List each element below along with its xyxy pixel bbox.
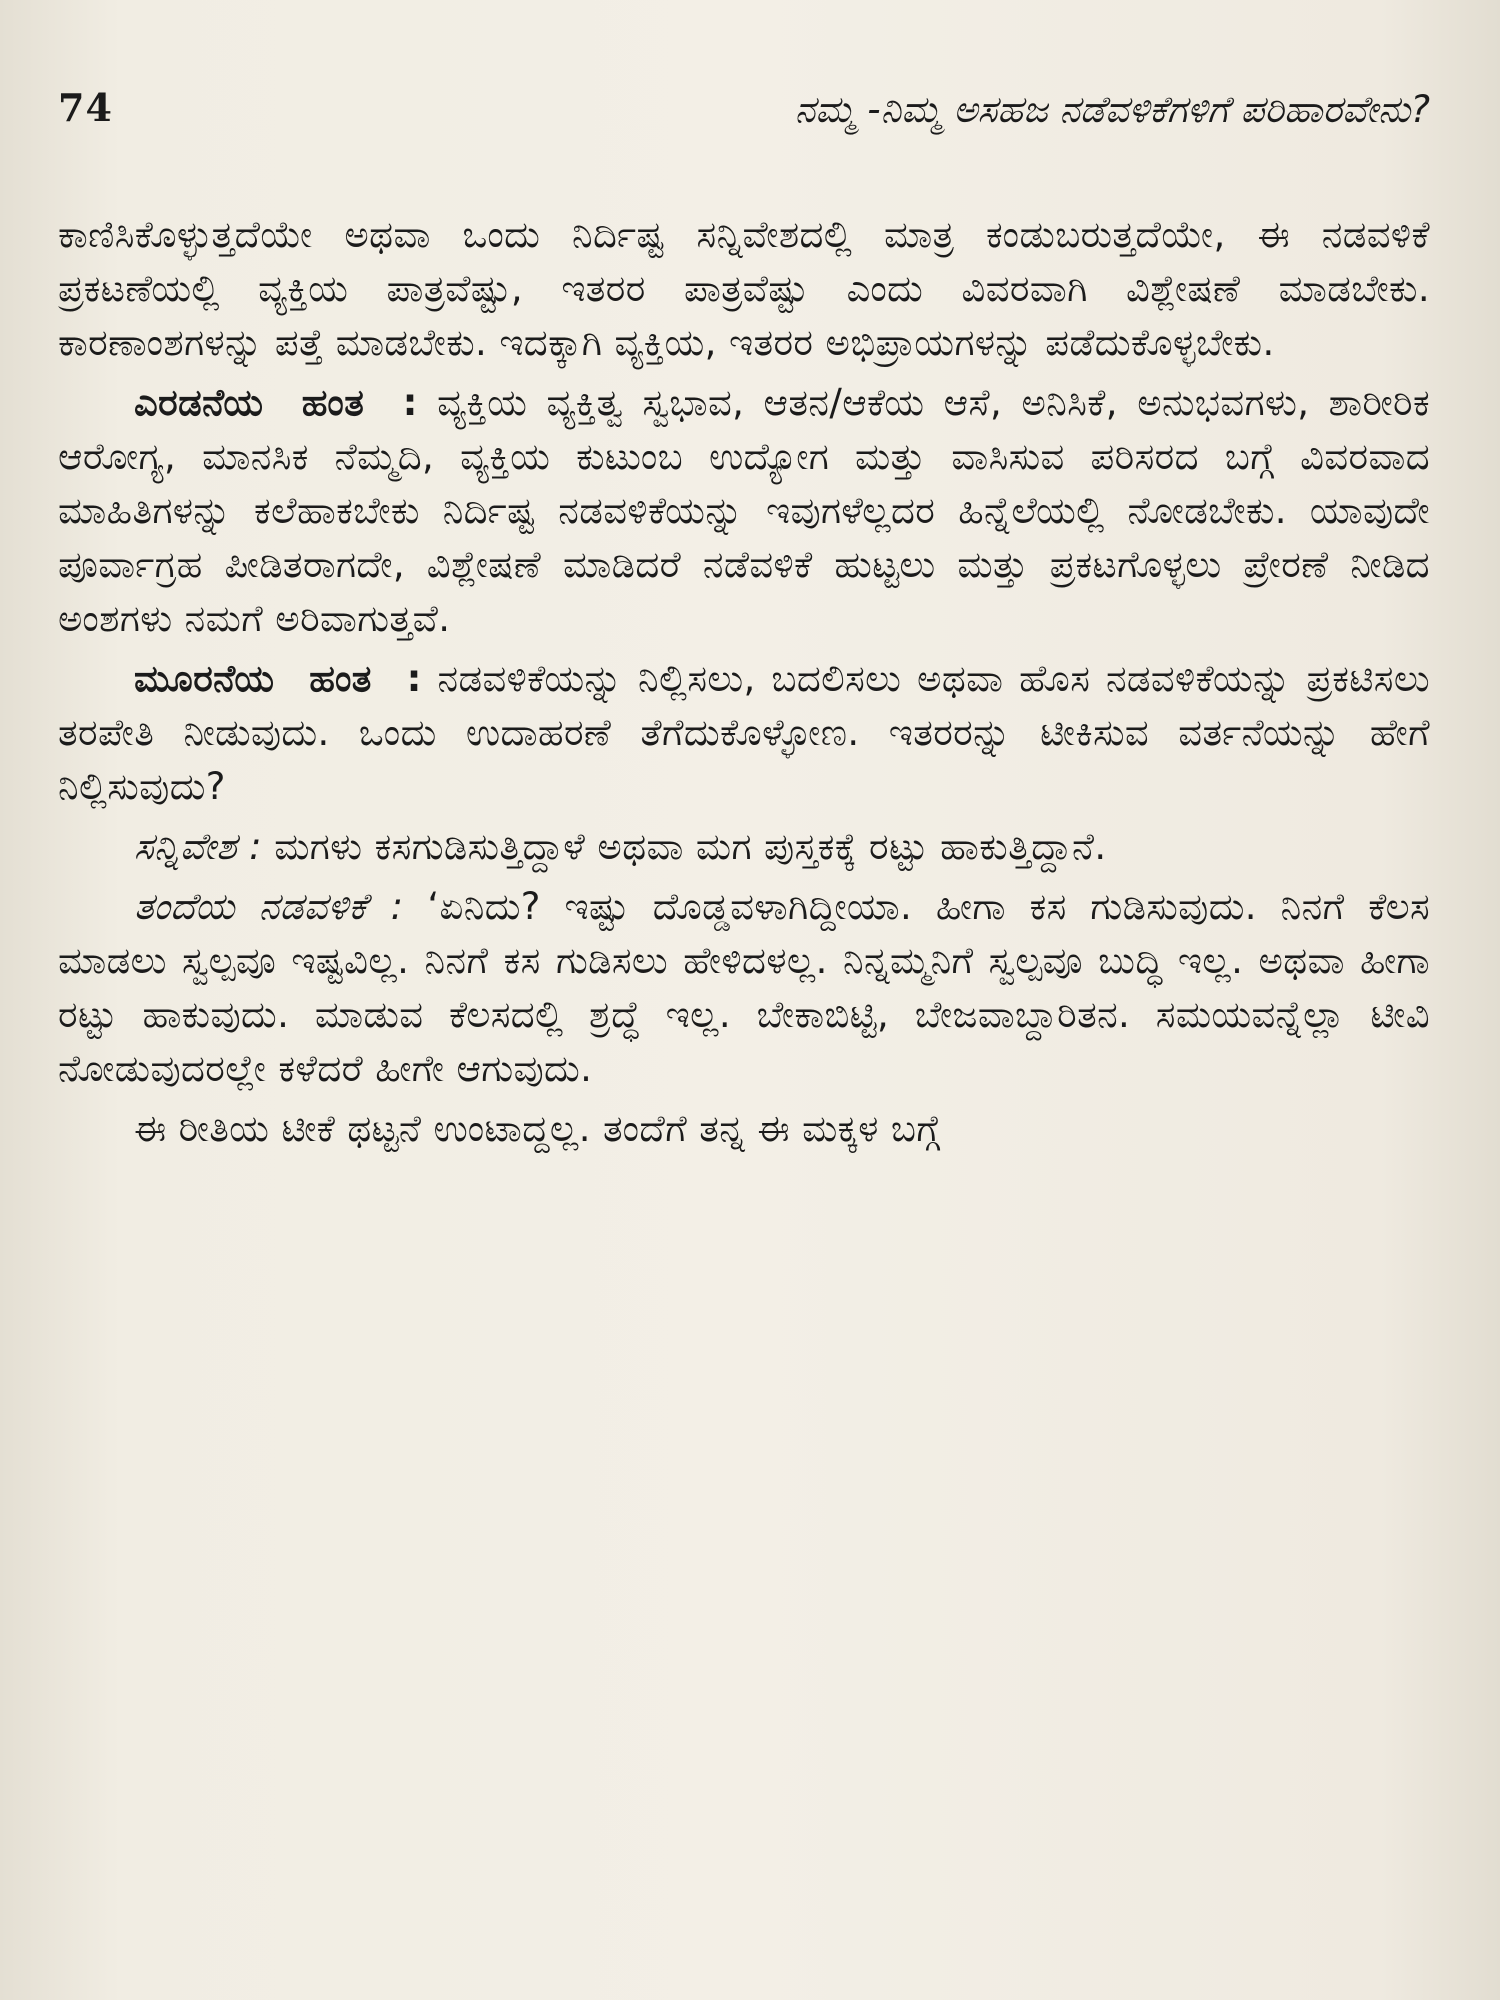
paragraph-father-behaviour [58,880,1430,1096]
page-header [58,86,1430,156]
third-stage-label: ಮೂರನೆಯ ಹಂತ : [134,657,422,700]
page-number: 74 [58,85,113,130]
paragraph-second-stage [58,376,1430,646]
running-title: ನಮ್ಮ -ನಿಮ್ಮ ಅಸಹಜ ನಡೆವಳಿಕೆಗಳಿಗೆ ಪರಿಹಾರವೇನು? [794,88,1430,131]
paragraph-situation [58,820,1430,874]
situation-label: ಸನ್ನಿವೇಶ : [134,825,263,868]
paragraph-text: ಈ ರೀತಿಯ ಟೀಕೆ ಥಟ್ಟನೆ ಉಂಟಾದ್ದಲ್ಲ. ತಂದೆಗೆ ತನ್ನ ಈ ಮಕ್ಕಳ ಬಗ್ಗೆ [134,1107,941,1150]
paragraph-text: ಮಗಳು ಕಸಗುಡಿಸುತ್ತಿದ್ದಾಳೆ ಅಥವಾ ಮಗ ಪುಸ್ತಕಕ್ಕೆ ರಟ್ಟು ಹಾಕುತ್ತಿದ್ದಾನೆ. [274,825,1107,868]
paragraph-text: ‘ಏನಿದು? ಇಷ್ಟು ದೊಡ್ಡವಳಾಗಿದ್ದೀಯಾ. ಹೀಗಾ ಕಸ ಗುಡಿಸುವುದು. ನಿನಗೆ ಕೆಲಸ ಮಾಡಲು ಸ್ವಲ್ಪವೂ ಇಷ್ಟವಿಲ್ಲ. ನಿನಗೆ ಕಸ ಗುಡಿಸಲು ಹೇಳಿದಳಲ್ಲ. ನಿನ್ನಮ್ಮನಿಗೆ ಸ್ವಲ್ಪವೂ ಬುದ್ಧಿ ಇಲ್ಲ. ಅಥವಾ ಹೀಗಾ ರಟ್ಟು ಹಾಕುವುದು. ಮಾಡುವ ಕೆಲಸದಲ್ಲಿ ಶ್ರದ್ಧೆ ಇಲ್ಲ. ಬೇಕಾಬಿಟ್ಟಿ, ಬೇಜವಾಬ್ದಾರಿತನ. ಸಮಯವನ್ನೆಲ್ಲಾ ಟೀವಿ ನೋಡುವುದರಲ್ಲೇ ಕಳೆದರೆ ಹೀಗೇ ಆಗುವುದು. [58,885,1431,1090]
paragraph-text: ಕಾಣಿಸಿಕೊಳ್ಳುತ್ತದೆಯೇ ಅಥವಾ ಒಂದು ನಿರ್ದಿಷ್ಟ ಸನ್ನಿವೇಶದಲ್ಲಿ ಮಾತ್ರ ಕಂಡುಬರುತ್ತದೆಯೇ, ಈ ನಡವಳಿಕೆ ಪ್ರಕಟಣೆಯಲ್ಲಿ ವ್ಯಕ್ತಿಯ ಪಾತ್ರವೆಷ್ಟು, ಇತರರ ಪಾತ್ರವೆಷ್ಟು ಎಂದು ವಿವರವಾಗಿ ವಿಶ್ಲೇಷಣೆ ಮಾಡಬೇಕು. ಕಾರಣಾಂಶಗಳನ್ನು ಪತ್ತೆ ಮಾಡಬೇಕು. ಇದಕ್ಕಾಗಿ ವ್ಯಕ್ತಿಯ, ಇತರರ ಅಭಿಪ್ರಾಯಗಳನ್ನು ಪಡೆದುಕೊಳ್ಳಬೇಕು. [58,213,1430,364]
paragraph-third-stage [58,652,1430,814]
paragraph-text: ವ್ಯಕ್ತಿಯ ವ್ಯಕ್ತಿತ್ವ ಸ್ವಭಾವ, ಆತನ/ಆಕೆಯ ಆಸೆ, ಅನಿಸಿಕೆ, ಅನುಭವಗಳು, ಶಾರೀರಿಕ ಆರೋಗ್ಯ, ಮಾನಸಿಕ ನೆಮ್ಮದಿ, ವ್ಯಕ್ತಿಯ ಕುಟುಂಬ ಉದ್ಯೋಗ ಮತ್ತು ವಾಸಿಸುವ ಪರಿಸರದ ಬಗ್ಗೆ ವಿವರವಾದ ಮಾಹಿತಿಗಳನ್ನು ಕಲೆಹಾಕಬೇಕು ನಿರ್ದಿಷ್ಟ ನಡವಳಿಕೆಯನ್ನು ಇವುಗಳೆಲ್ಲದರ ಹಿನ್ನೆಲೆಯಲ್ಲಿ ನೋಡಬೇಕು. ಯಾವುದೇ ಪೂರ್ವಾಗ್ರಹ ಪೀಡಿತರಾಗದೇ, ವಿಶ್ಲೇಷಣೆ ಮಾಡಿದರೆ ನಡೆವಳಿಕೆ ಹುಟ್ಟಲು ಮತ್ತು ಪ್ರಕಟಗೊಳ್ಳಲು ಪ್ರೇರಣೆ ನೀಡಿದ ಅಂಶಗಳು ನಮಗೆ ಅರಿವಾಗುತ್ತವೆ. [58,381,1431,640]
paragraph-criticism [58,1102,1430,1156]
paragraph-text: ನಡವಳಿಕೆಯನ್ನು ನಿಲ್ಲಿಸಲು, ಬದಲಿಸಲು ಅಥವಾ ಹೊಸ ನಡವಳಿಕೆಯನ್ನು ಪ್ರಕಟಿಸಲು ತರಪೇತಿ ನೀಡುವುದು. ಒಂದು ಉದಾಹರಣೆ ತೆಗೆದುಕೊಳ್ಳೋಣ. ಇತರರನ್ನು ಟೀಕಿಸುವ ವರ್ತನೆಯನ್ನು ಹೇಗೆ ನಿಲ್ಲಿಸುವುದು? [58,657,1430,808]
body-text [58,208,1430,1162]
father-behaviour-label: ತಂದೆಯ ನಡವಳಿಕೆ : [134,885,404,928]
second-stage-label: ಎರಡನೆಯ ಹಂತ : [134,381,418,424]
paragraph-analysis-continued [58,208,1430,370]
